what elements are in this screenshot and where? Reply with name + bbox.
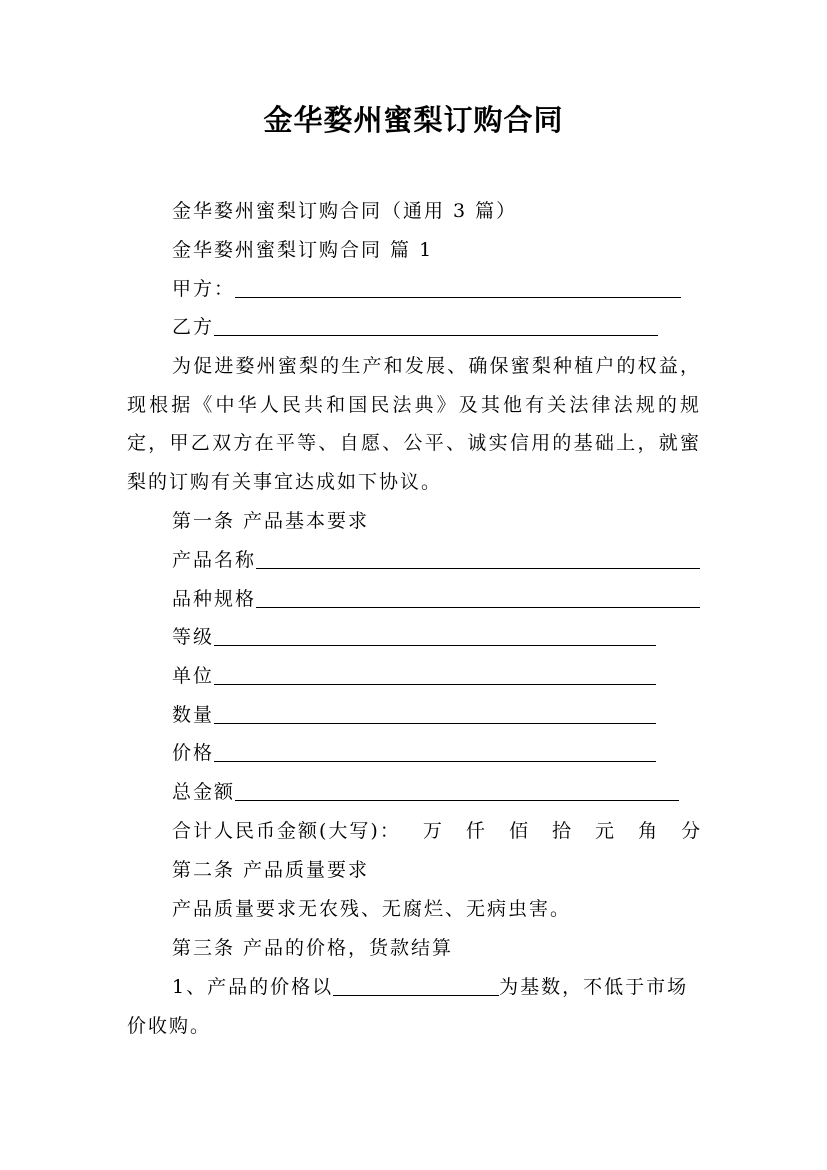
variety-spec-line <box>172 586 700 612</box>
unit-line <box>172 663 656 689</box>
party-a-blank <box>235 277 681 298</box>
price-base-blank <box>333 975 499 996</box>
total-amount-blank <box>235 780 679 801</box>
price-clause-continuation: 价收购。 <box>127 1015 212 1037</box>
grade-blank <box>214 625 656 646</box>
party-a-line <box>172 276 681 302</box>
total-amount-line <box>172 779 679 805</box>
price-clause-suffix: 为基数，不低于市场 <box>499 976 689 998</box>
document-title: 金华婺州蜜梨订购合同 <box>263 103 564 137</box>
product-name-label: 产品名称 <box>172 549 257 571</box>
product-name-line <box>172 547 700 573</box>
quality-text: 产品质量要求无农残、无腐烂、无病虫害。 <box>172 898 572 920</box>
party-b-blank <box>214 315 658 336</box>
variety-spec-label: 品种规格 <box>172 588 257 610</box>
section-heading: 金华婺州蜜梨订购合同 篇 1 <box>172 239 434 261</box>
grade-line <box>172 624 656 650</box>
unit-blank <box>214 664 656 685</box>
document-subtitle: 金华婺州蜜梨订购合同（通用 3 篇） <box>172 200 518 222</box>
party-b-label: 乙方 <box>172 316 215 338</box>
total-amount-label: 总金额 <box>172 781 236 803</box>
price-line <box>172 740 656 766</box>
quantity-blank <box>214 703 656 724</box>
product-name-blank <box>256 548 700 569</box>
unit-label: 单位 <box>172 665 215 687</box>
quantity-line <box>172 702 656 728</box>
intro-paragraph: 为促进婺州蜜梨的生产和发展、确保蜜梨种植户的权益，现根据《中华人民共和国民法典》及其他有关法律法规的规定，甲乙双方在平等、自愿、公平、诚实信用的基础上，就蜜梨的订购有关事宜达成如下协议。 <box>127 355 701 493</box>
article1-heading: 第一条 产品基本要求 <box>172 510 370 532</box>
article3-heading: 第三条 产品的价格，货款结算 <box>172 937 454 959</box>
price-label: 价格 <box>172 742 215 764</box>
variety-spec-blank <box>256 587 700 608</box>
party-a-label: 甲方： <box>172 278 236 300</box>
rmb-total-line: 合计人民币金额(大写)： 万 仟 佰 拾 元 角 分 <box>172 820 703 842</box>
quantity-label: 数量 <box>172 704 215 726</box>
party-b-line <box>172 314 658 340</box>
price-clause-line <box>172 974 688 1000</box>
grade-label: 等级 <box>172 626 215 648</box>
price-blank <box>214 741 656 762</box>
article2-heading: 第二条 产品质量要求 <box>172 859 370 881</box>
price-clause-prefix: 1、产品的价格以 <box>172 976 334 998</box>
